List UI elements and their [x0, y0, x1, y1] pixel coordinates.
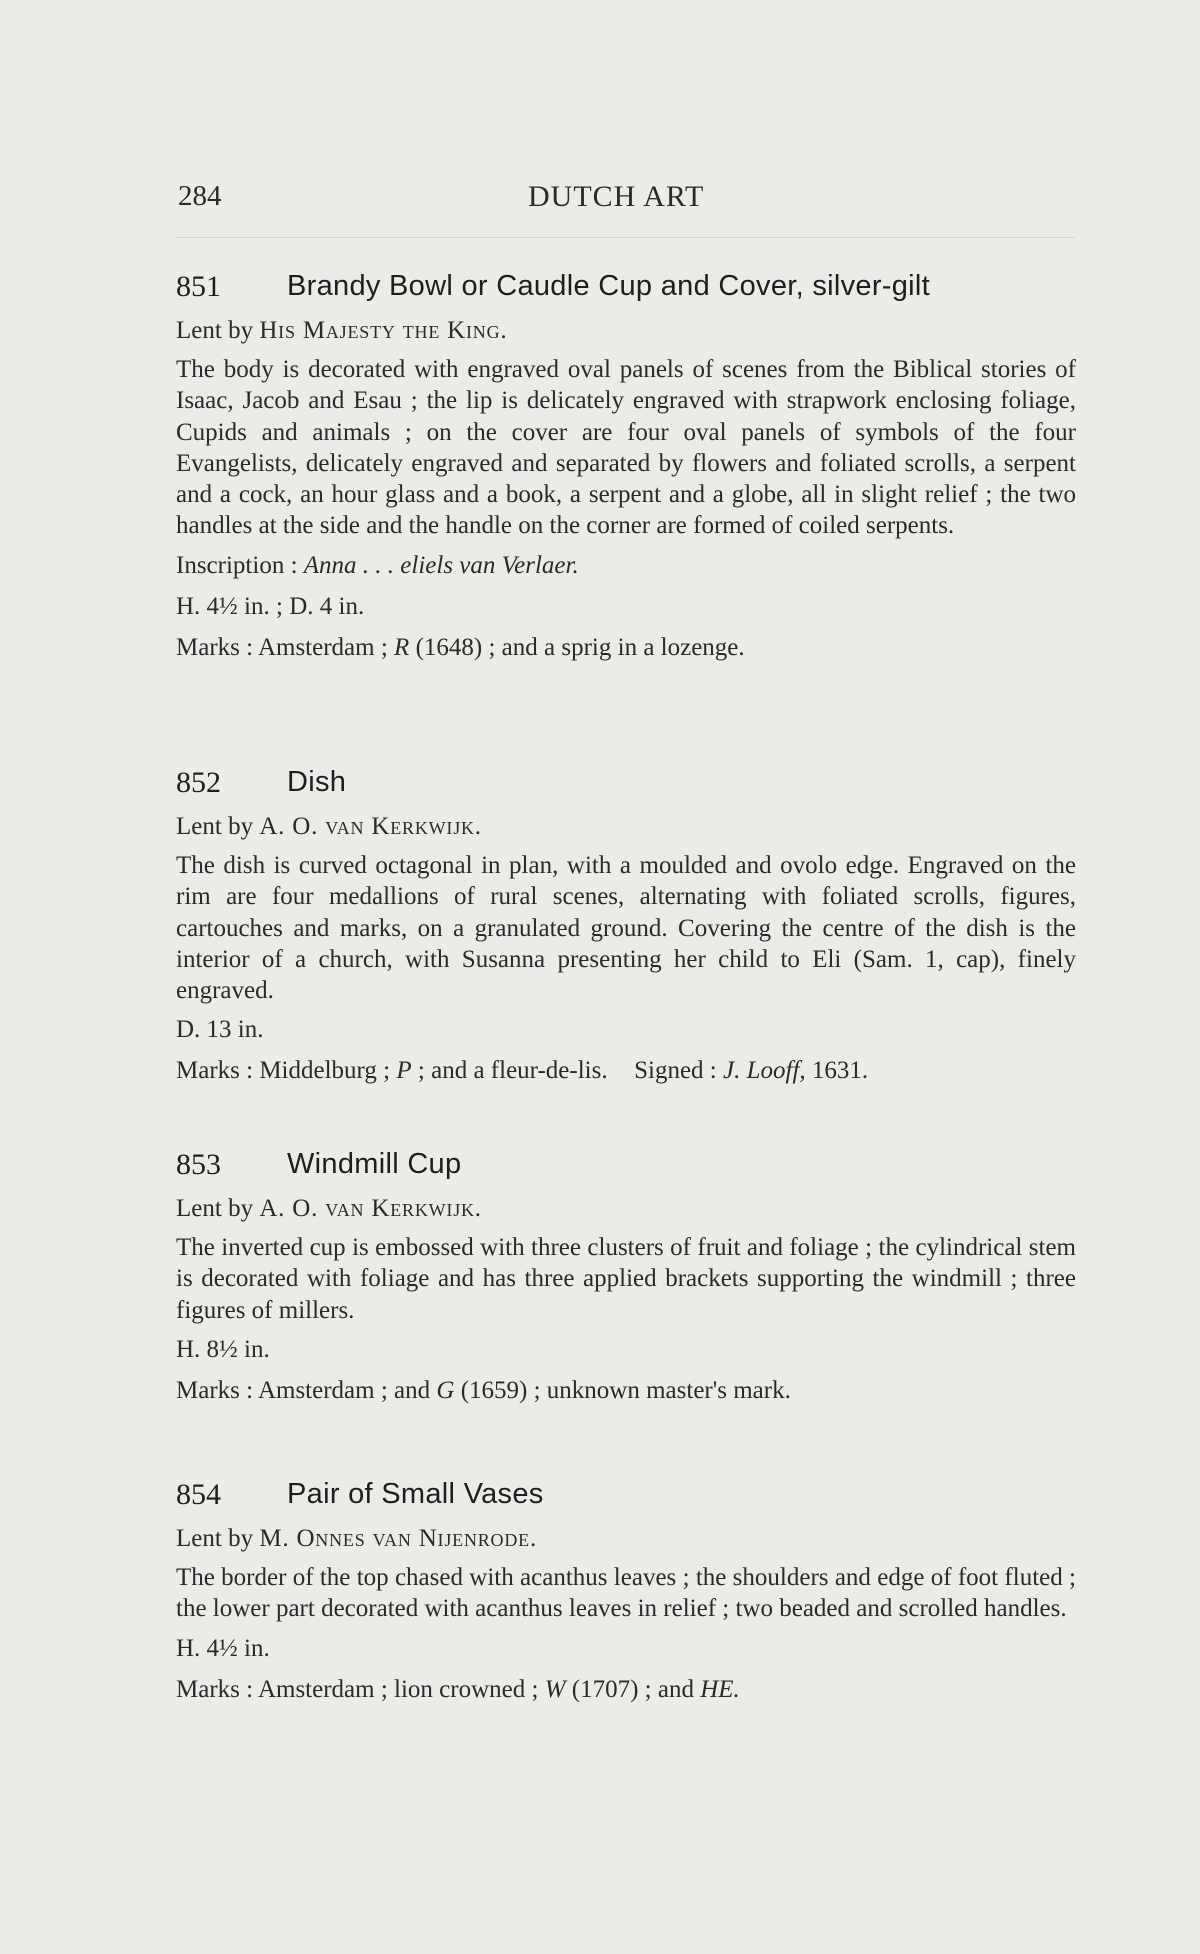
lent-by-prefix: Lent by — [176, 317, 254, 344]
marks-text: Amsterdam ; and — [257, 1376, 431, 1404]
signed-year: 1631. — [811, 1057, 869, 1085]
marks-line — [176, 631, 1076, 665]
marks-text: Middelburg ; — [259, 1057, 391, 1085]
marks-text: (1648) ; and a sprig in a lozenge. — [415, 633, 745, 661]
entry-number: 851 — [176, 270, 221, 303]
lender-line — [176, 810, 1076, 844]
marks-letter: G — [436, 1376, 455, 1404]
marks-initials: HE. — [700, 1675, 740, 1703]
entry-description: The border of the top chased with acanthus leaves ; the shoulders and edge of foot fluted ; the lower part decorated with acanthus leaves in relief ; two beaded and scrolled handles. — [176, 1564, 1076, 1623]
catalogue-entry-851 — [172, 270, 1076, 665]
lender-name: A. O. van Kerkwijk. — [259, 813, 482, 840]
marks-letter: R — [394, 633, 410, 661]
marks-line — [176, 1054, 1076, 1088]
entry-number: 853 — [176, 1148, 221, 1181]
marks-line — [176, 1374, 1076, 1408]
lent-by-prefix: Lent by — [176, 1525, 254, 1552]
running-head — [178, 180, 1078, 220]
entry-title: Windmill Cup — [287, 1148, 462, 1180]
entry-number: 854 — [176, 1478, 221, 1511]
dimensions-line: H. 8½ in. — [176, 1335, 270, 1363]
marks-text: Amsterdam ; — [257, 633, 388, 661]
lender-name: A. O. van Kerkwijk. — [259, 1195, 482, 1222]
dimensions-line: H. 4½ in. ; D. 4 in. — [176, 592, 365, 620]
dimensions-line: H. 4½ in. — [176, 1634, 270, 1662]
lender-line — [176, 314, 1076, 348]
running-title: DUTCH ART — [528, 180, 705, 213]
entry-heading — [172, 1148, 1076, 1188]
marks-line — [176, 1673, 1076, 1707]
entry-heading — [172, 1478, 1076, 1518]
marks-label: Marks : — [176, 1376, 254, 1404]
marks-label: Marks : — [176, 1675, 254, 1703]
inscription-label: Inscription : — [176, 551, 298, 579]
lender-line — [176, 1192, 1076, 1226]
marks-letter: W — [544, 1675, 566, 1703]
entry-heading — [172, 766, 1076, 806]
entry-description: The body is decorated with engraved oval panels of scenes from the Biblical stories of Isaac, Jacob and Esau ; the lip is delicately engraved with strapwork enclosing foliage, Cupids and animals ; on the cover are four oval panels of symbols of the four Evangelists, delicately engraved and separated by flowers and foliated scrolls, a serpent and a cock, an hour glass and a book, a serpent and a globe, all in slight relief ; the two handles at the side and the handle on the corner are formed of coiled serpents. — [176, 356, 1076, 540]
catalogue-entry-852 — [172, 766, 1076, 1088]
catalogue-entry-853 — [172, 1148, 1076, 1408]
entry-title: Brandy Bowl or Caudle Cup and Cover, silver-gilt — [287, 270, 931, 302]
signed-label: Signed : — [634, 1057, 717, 1085]
marks-label: Marks : — [176, 1057, 254, 1085]
marks-text: Amsterdam ; lion crowned ; — [257, 1675, 539, 1703]
catalogue-entry-854 — [172, 1478, 1076, 1707]
marks-text: ; and a fleur-de-lis. — [417, 1057, 608, 1085]
header-rule — [175, 237, 1075, 238]
marks-label: Marks : — [176, 633, 254, 661]
entry-title: Dish — [287, 766, 347, 798]
inscription-text: Anna . . . eliels van Verlaer. — [303, 551, 579, 579]
dimensions-line: D. 13 in. — [176, 1016, 264, 1044]
lent-by-prefix: Lent by — [176, 1195, 254, 1222]
lender-name: M. Onnes van Nijenrode. — [259, 1525, 537, 1552]
entry-heading — [172, 270, 1076, 310]
entry-description: The inverted cup is embossed with three clusters of fruit and foliage ; the cylindrical stem is decorated with foliage and has three applied brackets supporting the windmill ; three figures of millers. — [176, 1234, 1076, 1324]
entry-number: 852 — [176, 766, 221, 799]
lent-by-prefix: Lent by — [176, 813, 254, 840]
entry-description: The dish is curved octagonal in plan, with a moulded and ovolo edge. Engraved on the rim are four medallions of rural scenes, alternating with foliated scrolls, figures, cartouches and marks, on a granulated ground. Covering the centre of the dish is the interior of a church, with Susanna presenting her child to Eli (Sam. 1, cap), finely engraved. — [176, 852, 1076, 1005]
marks-letter: P — [396, 1057, 412, 1085]
signed-name: J. Looff, — [723, 1057, 806, 1085]
lender-name: His Majesty the King. — [259, 317, 508, 344]
entry-title: Pair of Small Vases — [287, 1478, 544, 1510]
marks-text: (1659) ; unknown master's mark. — [460, 1376, 791, 1404]
page-number: 284 — [178, 180, 222, 212]
marks-text: (1707) ; and — [571, 1675, 694, 1703]
lender-line — [176, 1522, 1076, 1556]
inscription-line — [176, 549, 1076, 583]
